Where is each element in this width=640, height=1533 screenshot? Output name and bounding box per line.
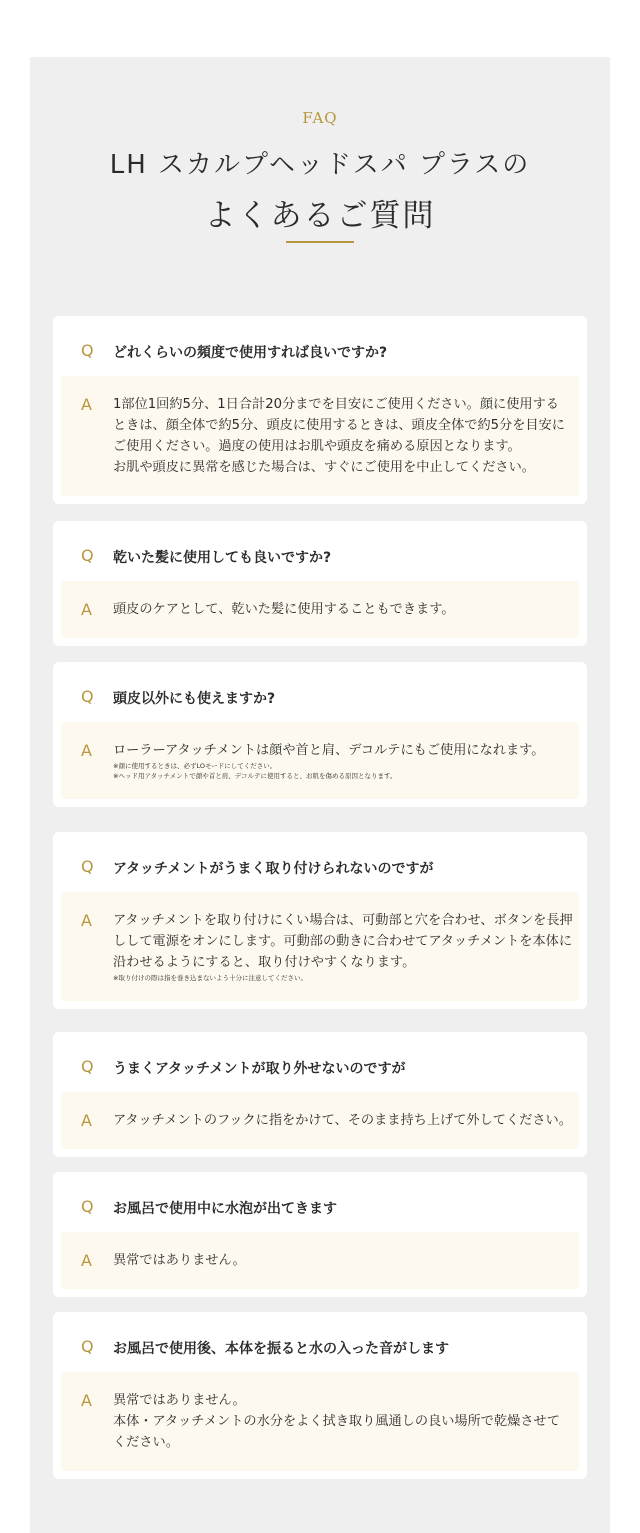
faq-question: 乾いた髪に使用しても良いですか?: [113, 550, 332, 566]
answer-line: ローラーアタッチメントは顔や首と肩、デコルテにもご使用になれます。: [113, 743, 545, 758]
answer-line: 1部位1回約5分、1日合計20分までを目安にご使用ください。顔に使用する: [113, 397, 559, 412]
answer-mark: A: [81, 600, 92, 619]
page-title-line1: LH スカルプヘッドスパ プラスの: [109, 150, 531, 180]
faq-answer: [61, 722, 579, 799]
faq-question: 頭皮以外にも使えますか?: [113, 691, 276, 707]
faq-question-row[interactable]: [61, 840, 579, 892]
question-mark: Q: [81, 1057, 94, 1076]
answer-note: ※取り付けの際は指を巻き込まないよう十分に注意してください。: [113, 974, 307, 982]
faq-question: アタッチメントがうまく取り付けられないのですが: [113, 861, 434, 877]
question-mark: Q: [81, 1337, 94, 1356]
faq-answer: [61, 1092, 579, 1149]
faq-answer: [61, 1232, 579, 1289]
answer-line: 頭皮のケアとして、乾いた髪に使用することもできます。: [113, 602, 455, 617]
faq-item: [53, 662, 587, 807]
answer-line: しして電源をオンにします。可動部の動きに合わせてアタッチメントを本体に: [113, 934, 573, 949]
answer-line: ご使用ください。過度の使用はお肌や頭皮を痛める原因となります。: [113, 439, 521, 454]
faq-item: [53, 316, 587, 504]
faq-question: お風呂で使用中に水泡が出てきます: [113, 1201, 337, 1217]
faq-question-row[interactable]: [61, 1180, 579, 1232]
answer-line: 本体・アタッチメントの水分をよく拭き取り風通しの良い場所で乾燥させて: [113, 1414, 560, 1429]
answer-mark: A: [81, 911, 92, 930]
faq-item: [53, 1172, 587, 1297]
faq-question-row[interactable]: [61, 1040, 579, 1092]
answer-line: お肌や頭皮に異常を感じた場合は、すぐにご使用を中止してください。: [113, 460, 535, 475]
question-mark: Q: [81, 1197, 94, 1216]
answer-mark: A: [81, 1251, 92, 1270]
faq-question-row[interactable]: [61, 529, 579, 581]
faq-item: [53, 521, 587, 646]
question-mark: Q: [81, 546, 94, 565]
faq-question: お風呂で使用後、本体を振ると水の入った音がします: [113, 1341, 449, 1357]
faq-item: [53, 832, 587, 1009]
answer-line: ときは、顔全体で約5分、頭皮に使用するときは、頭皮全体で約5分を目安に: [113, 418, 565, 433]
faq-answer: [61, 376, 579, 496]
faq-answer: [61, 1372, 579, 1471]
answer-line: 異常ではありません。: [113, 1253, 246, 1268]
title-divider: [286, 241, 354, 243]
faq-question-row[interactable]: [61, 1320, 579, 1372]
faq-answer: [61, 581, 579, 638]
answer-line: ください。: [113, 1435, 179, 1450]
answer-line: 異常ではありません。: [113, 1393, 246, 1408]
question-mark: Q: [81, 857, 94, 876]
answer-line: アタッチメントのフックに指をかけて、そのまま持ち上げて外してください。: [113, 1113, 572, 1128]
answer-mark: A: [81, 741, 92, 760]
faq-question: うまくアタッチメントが取り外せないのですが: [113, 1061, 406, 1077]
faq-item: [53, 1032, 587, 1157]
question-mark: Q: [81, 687, 94, 706]
faq-eyebrow: FAQ: [302, 109, 338, 127]
answer-note: ※顔に使用するときは、必ずLOモードにしてください。: [113, 762, 277, 770]
answer-line: 沿わせるようにすると、取り付けやすくなります。: [113, 955, 416, 970]
answer-mark: A: [81, 1111, 92, 1130]
faq-answer: [61, 892, 579, 1001]
answer-note: ※ヘッド用アタッチメントで顔や首と肩、デコルテに使用すると、お肌を傷める原因となります。: [113, 772, 397, 780]
answer-mark: A: [81, 395, 92, 414]
faq-question-row[interactable]: [61, 670, 579, 722]
faq-question: どれくらいの頻度で使用すれば良いですか?: [113, 345, 388, 361]
page-title-line2: よくあるご質問: [204, 198, 436, 234]
faq-question-row[interactable]: [61, 324, 579, 376]
answer-line: アタッチメントを取り付けにくい場合は、可動部と穴を合わせ、ボタンを長押: [113, 913, 573, 928]
faq-item: [53, 1312, 587, 1479]
answer-mark: A: [81, 1391, 92, 1410]
question-mark: Q: [81, 341, 94, 360]
